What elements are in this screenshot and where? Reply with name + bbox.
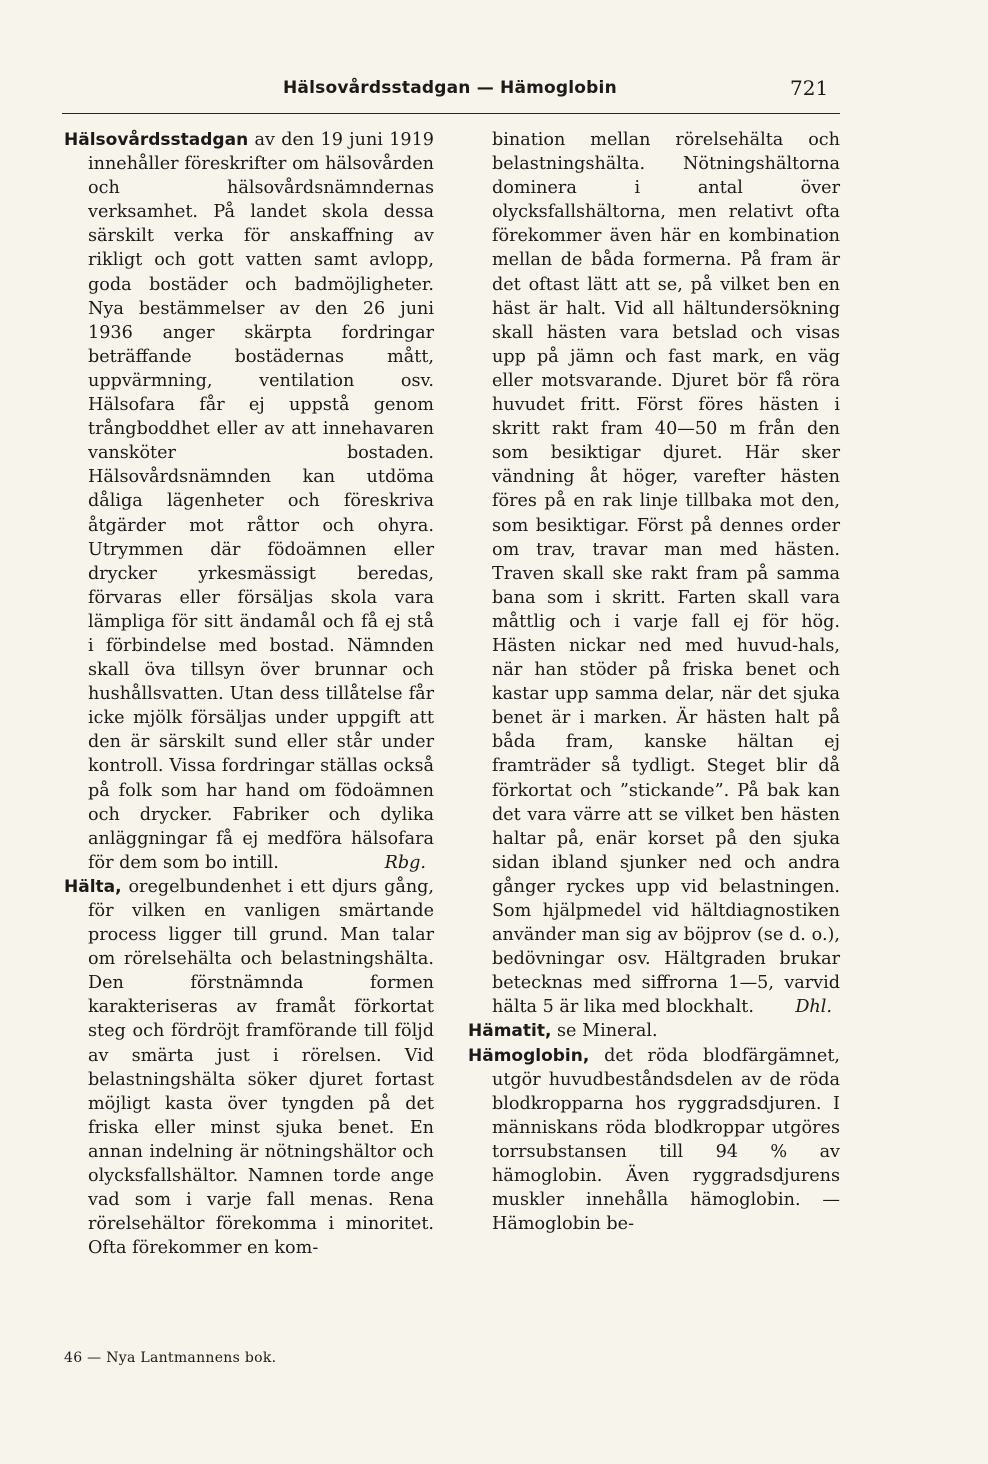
headword: Hämoglobin, (468, 1045, 590, 1066)
headword: Hälta, (64, 876, 122, 897)
entry-halta-continued (468, 128, 840, 1019)
author-signature: Dhl. (795, 997, 832, 1018)
entry-text: det röda blodfärgämnet, utgör huvudbeståndsdelen av de röda blodkropparna hos ryggradsdjuren. I människans röda blodkroppar utgöres torrsubstansen till 94 % av hämoglobin. Även ryggradsdjurens muskler innehålla hämoglobin. — Hämoglobin be- (492, 1045, 841, 1235)
entry-halta (64, 875, 434, 1261)
entry-text: oregelbundenhet i ett djurs gång, för vilken en vanligen smärtande process ligger till grund. Man talar om rörelsehälta och belastningshälta. Den förstnämnda formen karakteriseras av framåt förkortat steg och fördröjt framförande till följd av smärta just i rörelsen. Vid belastningshälta söker djuret fortast möjligt kasta över tyngden på det friska eller minst sjuka benet. En annan indelning är nötningshältor och olycksfallshältor. Namnen torde ange vad som i varje fall menas. Rena rörelsehältor förekomma i minoritet. Ofta förekommer en kom- (88, 876, 435, 1259)
footer-signature-mark: 46 — Nya Lantmannens bok. (64, 1350, 277, 1366)
entry-text: bination mellan rörelsehälta och belastningshälta. Nötningshältorna dominera i antal över olycksfallshältorna, men relativt ofta förekommer även här en kombination mellan de båda formerna. På fram är det oftast lätt att se, på vilket ben en häst är halt. Vid all hältundersökning skall hästen vara betslad och visas upp på jämn och fast mark, en väg eller motsvarande. Djuret bör få röra huvudet fritt. Först föres hästen i skritt rakt fram 40—50 m från den som besiktigar djuret. Här sker vändning åt höger, varefter hästen föres på en rak linje tillbaka mot den, som besiktigar. Först på dennes order om trav, travar man med hästen. Traven skall ske rakt fram på samma bana som i skritt. Farten skall vara måttlig och i varje fall ej för hög. Hästen nickar ned med huvud-hals, när han stöder på friska benet och kastar upp samma delar, när det sjuka benet är i marken. Är hästen halt på båda fram, kanske hältan ej framträder så tydligt. Steget blir då förkortat och ”stickande”. På bak kan det vara värre att se vilket ben hästen haltar på, enär korset på den sjuka sidan ibland sjunker ned och andra gånger ryckes upp vid belastningen. Som hjälpmedel vid hältdiagnostiken använder man sig av böjprov (se d. o.), bedövningar osv. Hältgraden brukar betecknas med siffrorna 1—5, varvid hälta 5 är lika med blockhalt. (492, 130, 840, 1018)
entry-halsovardsstadgan (64, 128, 434, 875)
author-signature: Rbg. (384, 852, 426, 873)
header-rule (62, 113, 840, 114)
right-column (468, 128, 840, 1236)
left-column (64, 128, 434, 1260)
entry-text: av den 19 juni 1919 innehåller föreskrifter om hälsovården och hälsovårdsnämndernas verksamhet. På landet skola dessa särskilt verka för anskaffning av rikligt och gott vatten samt avlopp, goda bostäder och badmöjligheter. Nya bestämmelser av den 26 juni 1936 anger skärpta fordringar beträffande bostädernas mått, uppvärmning, ventilation osv. Hälsofara får ej uppstå genom trångboddhet eller av att innehavaren vansköter bostaden. Hälsovårdsnämnden kan utdöma dåliga lägenheter och föreskriva åtgärder mot råttor och ohyra. Utrymmen där födoämnen eller drycker yrkesmässigt beredas, förvaras eller försäljas skola vara lämpliga för sitt ändamål och få ej stå i förbindelse med bostad. Nämnden skall öva tillsyn över brunnar och hushållsvatten. Utan dess tillåtelse får icke mjölk försäljas under uppgift att den är särskilt sund eller står under kontroll. Vissa fordringar ställas också på folk som har hand om födoämnen och drycker. Fabriker och dylika anläggningar få ej medföra hälsofara för dem som bo intill. (88, 130, 434, 873)
running-head: Hälsovårdsstadgan — Hämoglobin (283, 78, 617, 98)
headword: Hämatit, (468, 1021, 552, 1042)
entry-hamoglobin (468, 1044, 840, 1237)
page-number: 721 (790, 76, 829, 100)
entry-hamatit (468, 1019, 840, 1043)
headword: Hälsovårdsstadgan (64, 130, 249, 150)
entry-text: se Mineral. (557, 1021, 658, 1042)
